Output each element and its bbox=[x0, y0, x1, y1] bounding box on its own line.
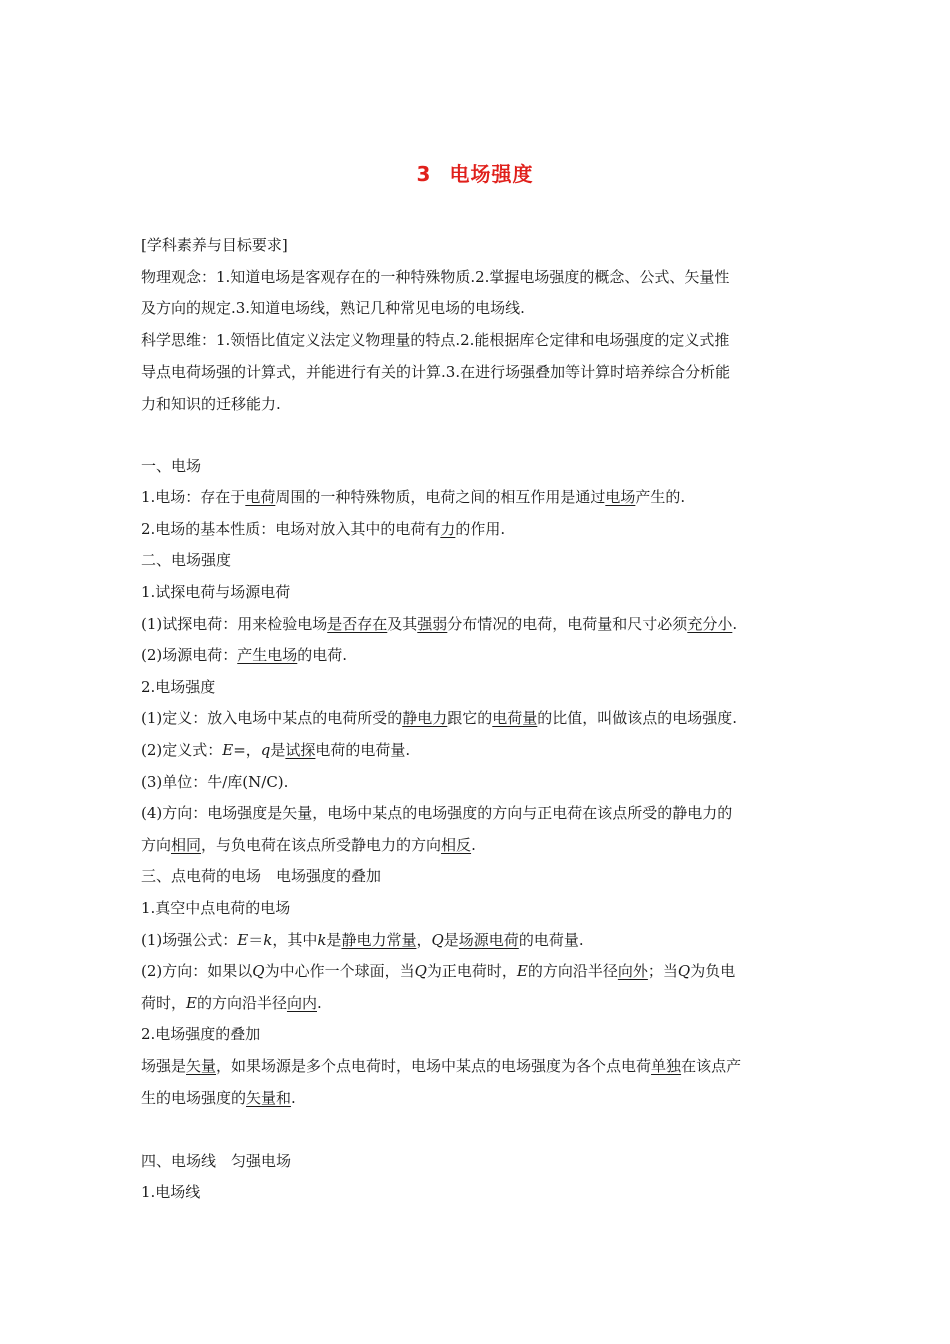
physics-concept-line-2: 及方向的规定.3.知道电场线，熟记几种常见电场的电场线. bbox=[141, 299, 525, 317]
section-heading: 一、电场 bbox=[141, 457, 202, 475]
section-heading: 二、电场强度 bbox=[141, 551, 232, 569]
blank-answer: 场源电荷 bbox=[458, 931, 519, 949]
subheading: 1.试探电荷与场源电荷 bbox=[141, 583, 291, 601]
blank-answer: 充分小 bbox=[687, 615, 733, 633]
variable: Q bbox=[252, 962, 265, 980]
blank-answer: 矢量 bbox=[186, 1057, 217, 1075]
blank-answer: 相反 bbox=[441, 836, 472, 854]
blank-answer: 向内 bbox=[286, 994, 317, 1012]
blank-answer: 向外 bbox=[617, 962, 648, 980]
blank-answer: 产生电场 bbox=[237, 646, 298, 664]
variable: E bbox=[516, 962, 528, 980]
paragraph: (1)试探电荷：用来检验电场是否存在及其强弱分布情况的电荷，电荷量和尺寸必须充分小. bbox=[141, 615, 738, 633]
blank-answer: 是否存在 bbox=[327, 615, 388, 633]
blank-answer: 相同 bbox=[171, 836, 202, 854]
paragraph: (3)单位：牛/库(N/C). bbox=[141, 773, 289, 791]
blank-answer: 电场 bbox=[605, 488, 636, 506]
variable: Q bbox=[677, 962, 691, 980]
variable: Q bbox=[414, 962, 427, 980]
subheading: 2.电场强度的叠加 bbox=[141, 1025, 261, 1043]
blank-answer: 力 bbox=[440, 520, 456, 538]
blank-answer: 电荷 bbox=[245, 488, 276, 506]
scientific-thinking-line-2: 导点电荷场强的计算式，并能进行有关的计算.3.在进行场强叠加等计算时培养综合分析能 bbox=[141, 363, 731, 381]
goals-header: [学科素养与目标要求] bbox=[141, 236, 288, 254]
blank-answer: 试探 bbox=[285, 741, 316, 759]
paragraph: (4)方向：电场强度是矢量，电场中某点的电场强度的方向与正电荷在该点所受的静电力的 bbox=[141, 804, 733, 822]
page-title bbox=[0, 158, 950, 187]
blank-answer: 静电力 bbox=[402, 709, 448, 727]
paragraph: 2.电场的基本性质：电场对放入其中的电荷有力的作用. bbox=[141, 520, 506, 538]
blank-answer: 矢量和 bbox=[246, 1089, 292, 1107]
section-heading: 三、点电荷的电场 电场强度的叠加 bbox=[141, 867, 382, 885]
physics-concept-line-1: 物理观念：1.知道电场是客观存在的一种特殊物质.2.掌握电场强度的概念、公式、矢量性 bbox=[141, 268, 730, 286]
paragraph: (2)方向：如果以Q为中心作一个球面，当Q为正电荷时，E的方向沿半径向外；当Q为负电 bbox=[141, 962, 736, 980]
subheading: 1.电场线 bbox=[141, 1183, 201, 1201]
variable: k bbox=[263, 931, 273, 949]
paragraph: 生的电场强度的矢量和. bbox=[141, 1089, 296, 1107]
subheading: 2.电场强度 bbox=[141, 678, 216, 696]
subheading: 1.真空中点电荷的电场 bbox=[141, 899, 291, 917]
blank-answer: 强弱 bbox=[417, 615, 448, 633]
paragraph: (2)定义式：E=，q是试探电荷的电荷量. bbox=[141, 741, 411, 759]
scientific-thinking-line-1: 科学思维：1.领悟比值定义法定义物理量的特点.2.能根据库仑定律和电场强度的定义式推 bbox=[141, 331, 730, 349]
scientific-thinking-line-3: 力和知识的迁移能力. bbox=[141, 395, 281, 413]
paragraph: 荷时，E的方向沿半径向内. bbox=[141, 994, 322, 1012]
title-text: 电场强度 bbox=[449, 162, 534, 186]
section-heading: 四、电场线 匀强电场 bbox=[141, 1152, 292, 1170]
paragraph: (2)场源电荷：产生电场的电荷. bbox=[141, 646, 348, 664]
paragraph: 场强是矢量，如果场源是多个点电荷时，电场中某点的电场强度为各个点电荷单独在该点产 bbox=[141, 1057, 742, 1075]
blank-answer: 单独 bbox=[651, 1057, 682, 1075]
blank-answer: 电荷量 bbox=[492, 709, 538, 727]
paragraph: (1)场强公式：E＝k，其中k是静电力常量，Q是场源电荷的电荷量. bbox=[141, 931, 584, 949]
variable: q bbox=[260, 741, 271, 759]
variable: k bbox=[317, 931, 327, 949]
paragraph: 方向相同，与负电荷在该点所受静电力的方向相反. bbox=[141, 836, 476, 854]
variable: E bbox=[222, 741, 234, 759]
paragraph: (1)定义：放入电场中某点的电荷所受的静电力跟它的电荷量的比值，叫做该点的电场强度. bbox=[141, 709, 738, 727]
paragraph: 1.电场：存在于电荷周围的一种特殊物质，电荷之间的相互作用是通过电场产生的. bbox=[141, 488, 686, 506]
variable: E bbox=[186, 994, 197, 1012]
variable: Q bbox=[431, 931, 444, 949]
blank-answer: 静电力常量 bbox=[341, 931, 417, 949]
variable: E bbox=[237, 931, 249, 949]
title-number: 3 bbox=[416, 162, 432, 186]
